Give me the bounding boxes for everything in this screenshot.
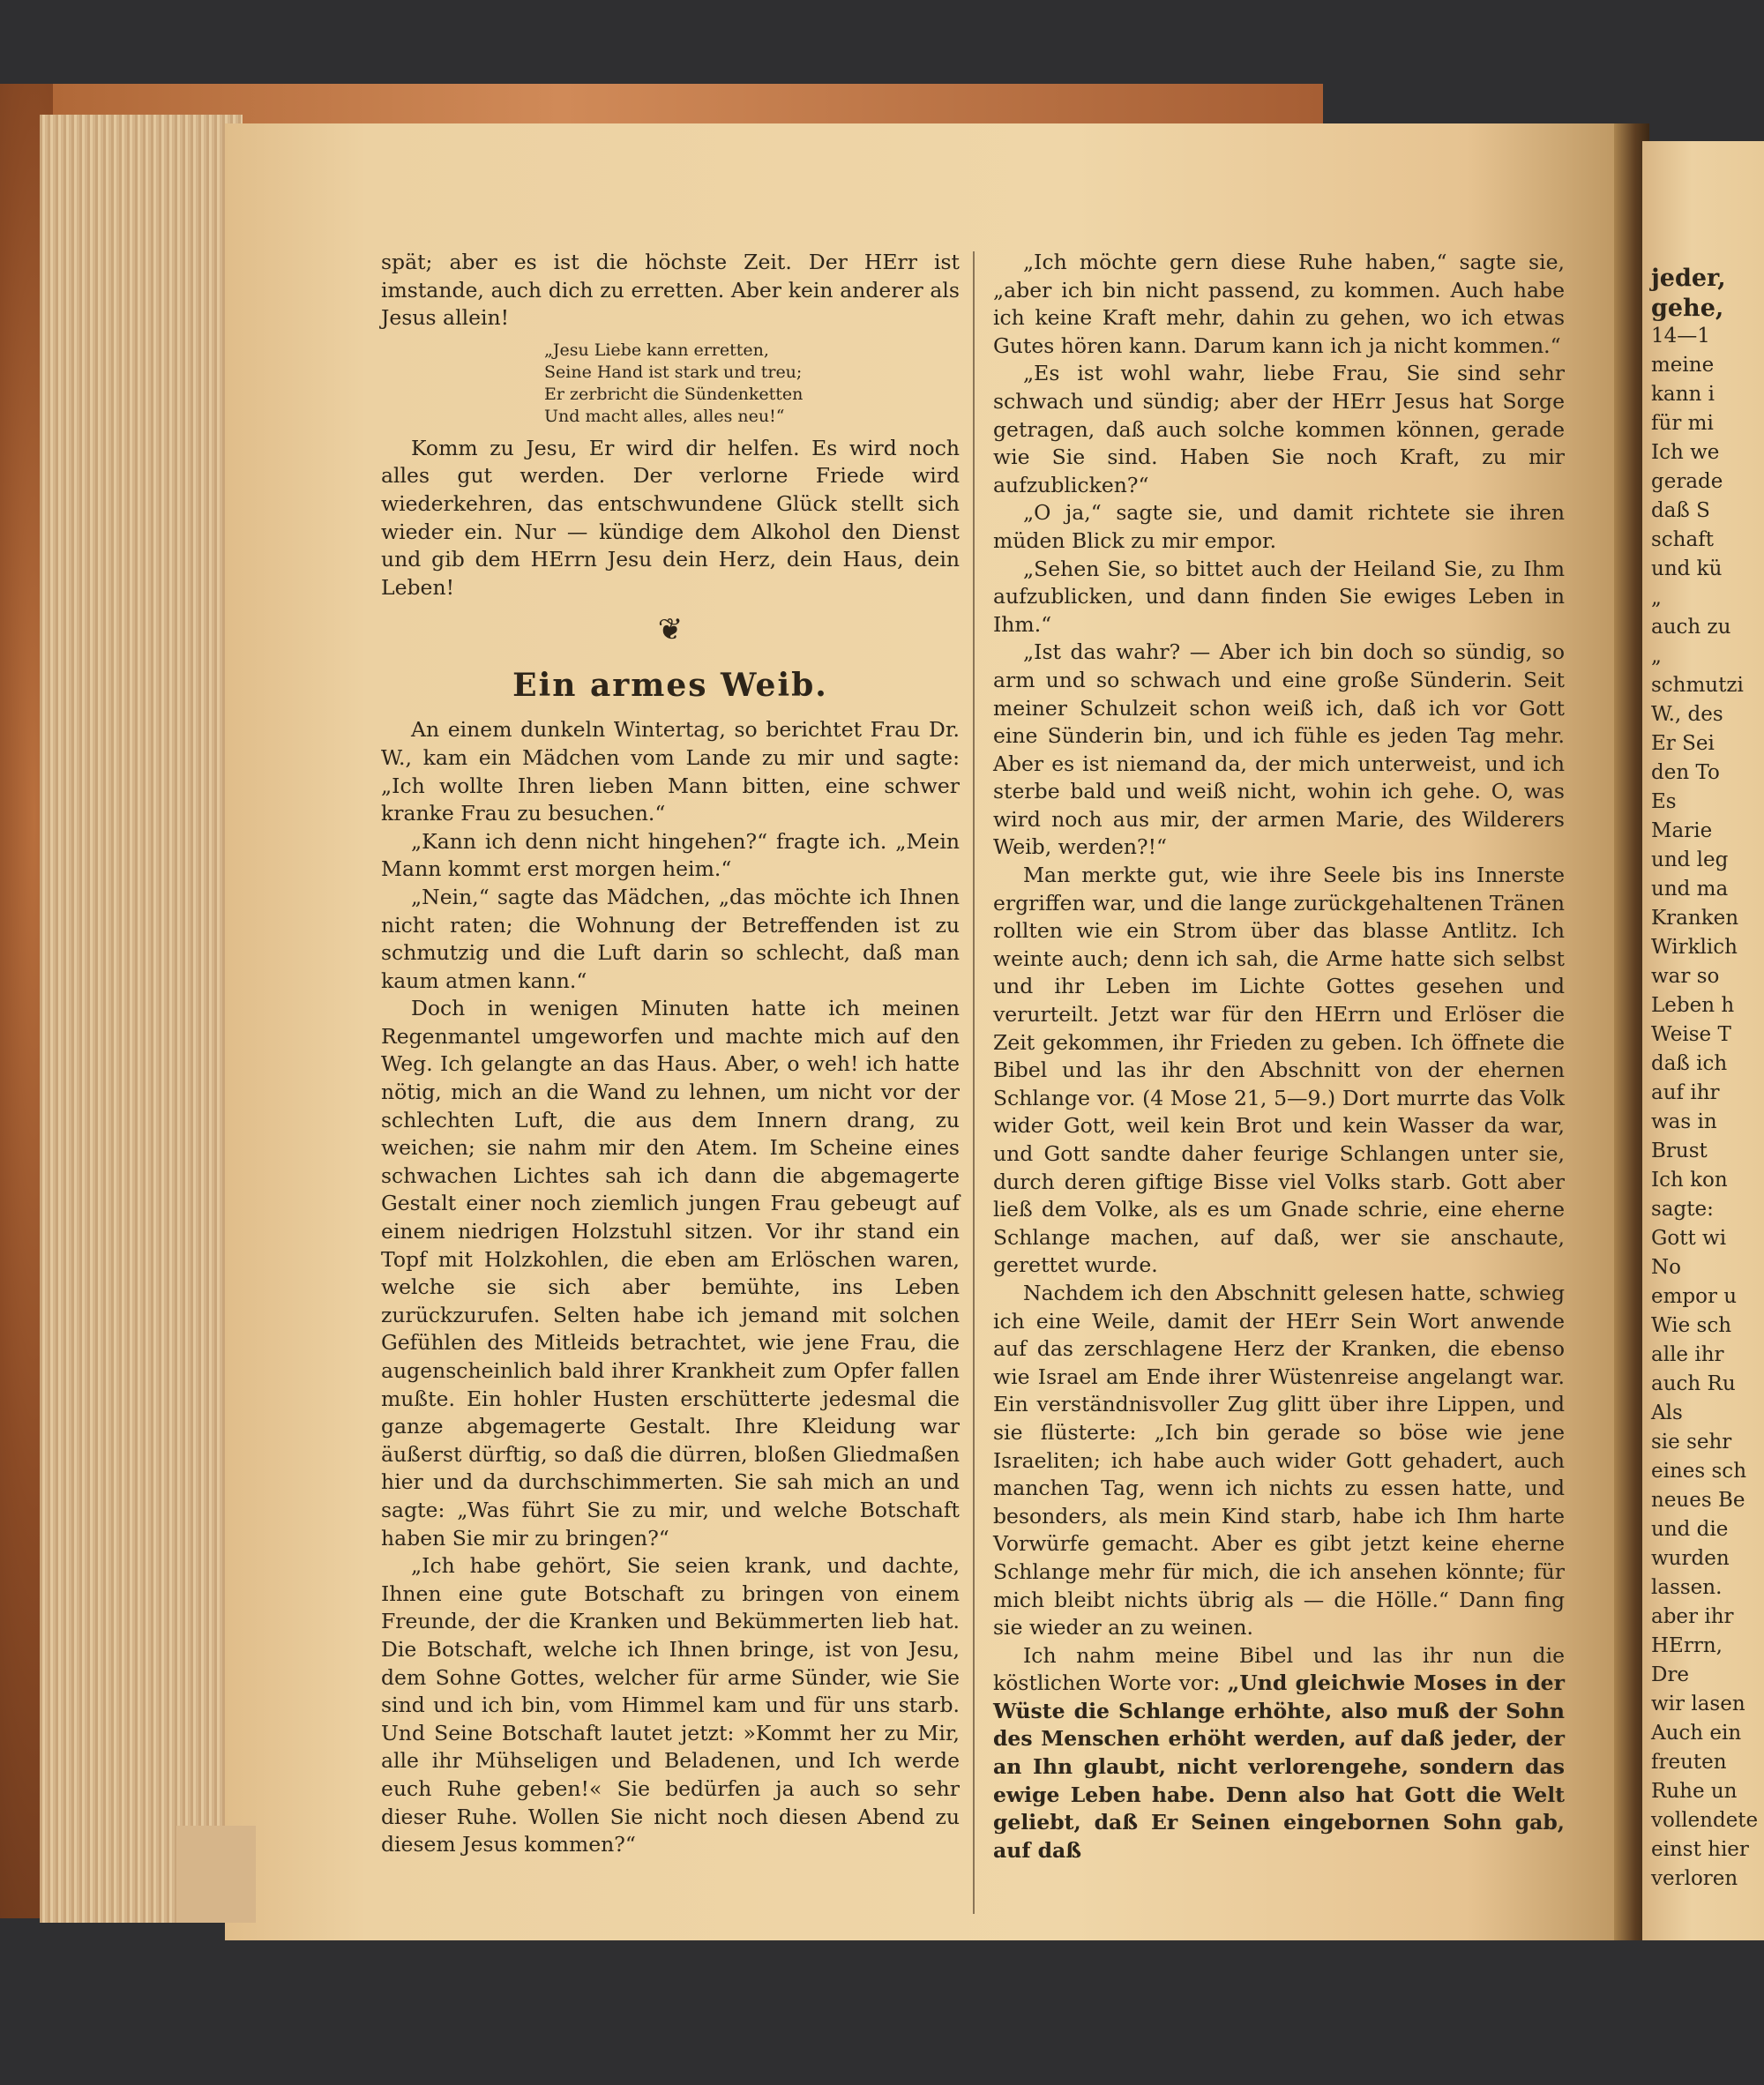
- fragment-line: auch Ru: [1651, 1372, 1736, 1395]
- fragment-line: war so: [1651, 965, 1720, 988]
- verse-block: [544, 340, 960, 428]
- fragment-line: und leg: [1651, 848, 1729, 871]
- paragraph: An einem dunkeln Wintertag, so berichtet Frau Dr. W., kam ein Mädchen vom Lande zu mir und sagte: „Ich wollte Ihren lieben Mann bitten, eine schwer kranke Frau zu besuchen.“: [381, 717, 960, 826]
- fragment-line: vollendete: [1651, 1809, 1759, 1832]
- paragraph: „Kann ich denn nicht hingehen?“ fragte ich. „Mein Mann kommt erst morgen heim.“: [381, 828, 960, 882]
- page-tab: [176, 1826, 256, 1923]
- paragraph: Man merkte gut, wie ihre Seele bis ins Innerste ergriffen war, und die lange zurückgehaltenen Tränen rollten wie ein Strom über das blasse Antlitz. Ich weinte auch; denn ich sah, die Arme hatte sich selbst und ihr Leben im Lichte Gottes gesehen und verurteilt. Jetzt war für den HErrn und Erlöser die Zeit gekommen, ihr Frieden zu geben. Ich öffnete die Bibel und las ihr den Abschnitt von der ehernen Schlange vor. (4 Mose 21, 5—9.) Dort murrte das Volk wider Gott, weil kein Brot und kein Wasser da war, und Gott sandte daher feurige Schlangen unter sie, durch deren giftige Bisse viel Volks starb. Gott aber ließ dem Volke, als es um Gnade schrie, eine eherne Schlange machen, auf daß, wer sie anschaute, gerettet wurde.: [993, 863, 1565, 1278]
- fragment-line: den To: [1651, 761, 1720, 784]
- paragraph: „O ja,“ sagte sie, und damit richtete sie ihren müden Blick zu mir empor.: [993, 500, 1565, 553]
- column-divider: [973, 251, 975, 1914]
- fragment-line: verloren: [1651, 1867, 1738, 1890]
- fragment-line: Er Sei: [1651, 732, 1715, 755]
- fragment-line: Es: [1651, 790, 1677, 813]
- paragraph: Doch in wenigen Minuten hatte ich meinen Regenmantel umgeworfen und machte mich auf den Weg. Ich gelangte an das Haus. Aber, o weh! ich hatte nötig, mich an die Wand zu lehnen, um nicht vor der schlechten Luft, die aus dem Innern drang, zu weichen; sie nahm mir den Atem. Im Scheine eines schwachen Lichtes sah ich dann die abgemagerte Gestalt einer noch ziemlich jungen Frau gebeugt auf einem niedrigen Holzstuhl sitzen. Vor ihr stand ein Topf mit Holzkohlen, die eben am Erlöschen waren, welche sie sich aber bemühte, ins Leben zurückzurufen. Selten habe ich jemand mit solchen Gefühlen des Mitleids betrachtet, wie jene Frau, die augenscheinlich bald ihrer Krankheit zum Opfer fallen mußte. Ein hohler Husten erschütterte jedesmal die ganze abgemagerte Gestalt. Ihre Kleidung war äußerst dürftig, so daß die dürren, bloßen Gliedmaßen hier und da durchschimmerten. Sie sah mich an und sagte: „Was führt Sie zu mir, und welche Botschaft haben Sie mir zu bringen?“: [381, 996, 960, 1551]
- fragment-line: sie sehr: [1651, 1431, 1732, 1454]
- paragraph: „Nein,“ sagte das Mädchen, „das möchte ich Ihnen nicht raten; die Wohnung der Betreffenden ist zu schmutzig und die Luft darin so schlecht, daß man kaum atmen kann.“: [381, 884, 960, 993]
- verse-line: Und macht alles, alles neu!“: [544, 406, 785, 426]
- fragment-line: eines sch: [1651, 1460, 1747, 1483]
- fragment-line: Auch ein: [1651, 1722, 1742, 1745]
- paragraph: spät; aber es ist die höchste Zeit. Der HErr ist imstande, auch dich zu erretten. Aber kein anderer als Jesus allein!: [381, 250, 960, 331]
- fragment-line: Leben h: [1651, 994, 1735, 1017]
- paragraph: [993, 1642, 1565, 1865]
- ornament-icon: ❦: [657, 612, 684, 648]
- fragment-line: auch zu: [1651, 616, 1731, 639]
- fragment-line: Ich kon: [1651, 1169, 1728, 1192]
- verse-line: Seine Hand ist stark und treu;: [544, 362, 803, 382]
- left-text-column: [381, 249, 960, 1859]
- paragraph: Komm zu Jesu, Er wird dir helfen. Es wird noch alles gut werden. Der verlorne Friede wird wiederkehren, das entschwundene Glück stellt sich wieder ein. Nur — kündige dem Alkohol den Dienst und gib dem HErrn Jesu dein Herz, dein Haus, dein Leben!: [381, 435, 960, 600]
- fragment-line: und kü: [1651, 557, 1723, 580]
- fragment-line: schaft: [1651, 528, 1714, 551]
- fragment-line: Dre: [1651, 1663, 1690, 1686]
- fragment-line: Gott wi: [1651, 1227, 1727, 1250]
- fragment-line: Weise T: [1651, 1023, 1731, 1046]
- fragment-line: empor u: [1651, 1285, 1738, 1308]
- fragment-line: „: [1651, 587, 1662, 609]
- fragment-line: für mi: [1651, 412, 1714, 435]
- fragment-line: sagte:: [1651, 1198, 1714, 1221]
- right-text-column: [993, 249, 1565, 1865]
- fragment-line: wurden: [1651, 1547, 1730, 1570]
- verse-line: „Jesu Liebe kann erretten,: [544, 340, 769, 360]
- fragment-line: lassen.: [1651, 1576, 1723, 1599]
- fragment-line: Als: [1651, 1401, 1683, 1424]
- paragraph: „Ich möchte gern diese Ruhe haben,“ sagte sie, „aber ich bin nicht passend, zu kommen. Auch habe ich keine Kraft mehr, dahin zu gehen, wo ich etwas Gutes hören kann. Darum kann ich ja nicht kommen.“: [993, 250, 1565, 358]
- paragraph: Nachdem ich den Abschnitt gelesen hatte, schwieg ich eine Weile, damit der HErr Sein Wort anwende auf das zerschlagene Herz der Kranken, die ebenso wie Israel am Ende ihrer Wüstenreise angelangt war. Ein verständnisvoller Zug glitt über ihre Lippen, und sie flüsterte: „Ich bin gerade so böse wie jene Israeliten; ich habe auch wider Gott gehadert, auch manchen Tag, wenn ich nichts zu essen hatte, und besonders, als mein Kind starb, habe ich Ihm harte Vorwürfe gemacht. Aber es gibt jetzt keine eherne Schlange mehr für mich, die ich ansehen könnte; für mich bleibt nichts übrig als — die Hölle.“ Dann fing sie wieder an zu weinen.: [993, 1280, 1565, 1640]
- fragment-line: daß S: [1651, 499, 1710, 522]
- fragment-line: daß ich: [1651, 1052, 1728, 1075]
- fragment-line: alle ihr: [1651, 1343, 1724, 1366]
- fragment-line: kann i: [1651, 383, 1715, 406]
- page-edges-stack: [40, 115, 243, 1923]
- fragment-line: Wirklich: [1651, 936, 1738, 959]
- fragment-line: Wie sch: [1651, 1314, 1732, 1337]
- paragraph: „Sehen Sie, so bittet auch der Heiland Sie, zu Ihm aufzublicken, und dann finden Sie ewiges Leben in Ihm.“: [993, 556, 1565, 637]
- fragment-line: und ma: [1651, 878, 1729, 901]
- fragment-line: freuten: [1651, 1751, 1727, 1774]
- fragment-line: schmutzi: [1651, 674, 1744, 697]
- fragment-line: was in: [1651, 1110, 1717, 1133]
- fragment-line: No: [1651, 1256, 1681, 1279]
- fragment-line: jeder,: [1651, 265, 1726, 292]
- fragment-line: auf ihr: [1651, 1081, 1720, 1104]
- fragment-line: neues Be: [1651, 1489, 1745, 1512]
- fragment-line: und die: [1651, 1518, 1729, 1541]
- verse-line: Er zerbricht die Sündenketten: [544, 384, 804, 404]
- paragraph: „Es ist wohl wahr, liebe Frau, Sie sind sehr schwach und sündig; aber der HErr Jesus hat Sorge getragen, daß auch solche kommen können, gerade wie Sie sind. Haben Sie noch Kraft, zu mir aufzublicken?“: [993, 361, 1565, 497]
- bible-quote: „Und gleichwie Moses in der Wüste die Schlange erhöhte, also muß der Sohn des Menschen erhöht werden, auf daß jeder, der an Ihn glaubt, nicht verlorengehe, sondern das ewige Leben habe. Denn also hat Gott die Welt geliebt, daß Er Seinen eingebornen Sohn gab, auf daß: [993, 1670, 1565, 1863]
- fragment-line: gerade: [1651, 470, 1723, 493]
- fragment-line: aber ihr: [1651, 1605, 1734, 1628]
- paragraph: „Ich habe gehört, Sie seien krank, und dachte, Ihnen eine gute Botschaft zu bringen von einem Freunde, der die Kranken und Bekümmerten lieb hat. Die Botschaft, welche ich Ihnen bringe, ist von Jesu, dem Sohne Gottes, welcher für arme Sünder, wie Sie sind und ich bin, vom Himmel kam und für uns starb. Und Seine Botschaft lautet jetzt: »Kommt her zu Mir, alle ihr Mühseligen und Beladenen, und Ich werde euch Ruhe geben!« Sie bedürfen ja auch so sehr dieser Ruhe. Wollen Sie nicht noch diesen Abend zu diesem Jesus kommen?“: [381, 1553, 960, 1857]
- fragment-line: gehe,: [1651, 295, 1724, 322]
- article-heading: Ein armes Weib.: [512, 667, 828, 705]
- fragment-line: Ich we: [1651, 441, 1720, 464]
- fragment-line: Brust: [1651, 1140, 1708, 1162]
- fragment-line: einst hier: [1651, 1838, 1749, 1861]
- right-page-fragment: [1642, 141, 1764, 1940]
- fragment-line: Kranken: [1651, 907, 1739, 930]
- fragment-line: HErrn,: [1651, 1634, 1723, 1657]
- paragraph-intro: Ich nahm meine Bibel und las ihr nun die köstlichen Worte vor:: [993, 1642, 1565, 1696]
- fragment-line: Marie: [1651, 819, 1713, 842]
- fragment-line: „: [1651, 645, 1662, 668]
- fragment-line: W., des: [1651, 703, 1723, 726]
- fragment-line: 14—1: [1651, 325, 1710, 348]
- paragraph: „Ist das wahr? — Aber ich bin doch so sündig, so arm und so schwach und eine große Sünderin. Seit meiner Schulzeit schon weiß ich, daß ich vor Gott eine Sünderin bin, und ich fühle es jeden Tag mehr. Aber es ist niemand da, der mich unterweist, und ich sterbe bald und weiß nicht, wohin ich gehe. O, was wird noch aus mir, der armen Marie, des Wilderers Weib, werden?!“: [993, 639, 1565, 860]
- fragment-line: wir lasen: [1651, 1693, 1745, 1715]
- fragment-line: meine: [1651, 354, 1715, 377]
- fragment-line: Ruhe un: [1651, 1780, 1738, 1803]
